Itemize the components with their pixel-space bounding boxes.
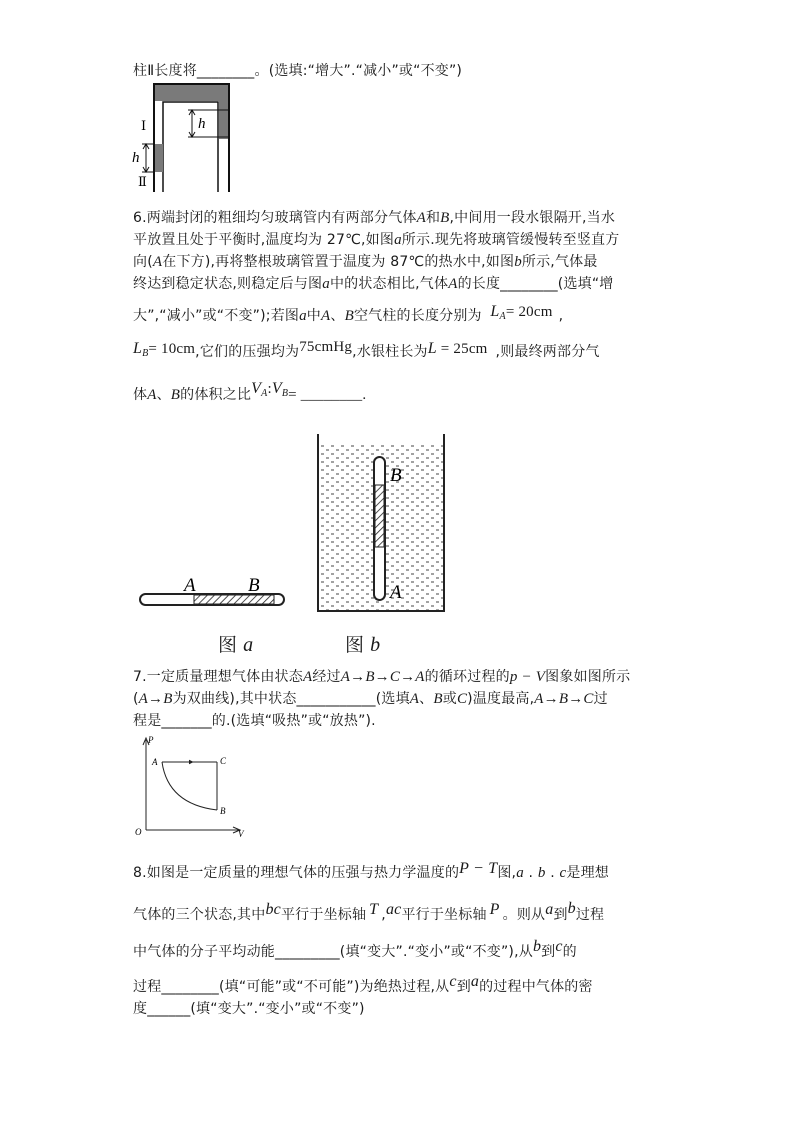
q6-line-7: 体A、B的体积之比$V_A:V_B=$ ________. (133, 380, 367, 403)
q6-sub-A: A (499, 311, 506, 322)
q8-text: 到 (541, 944, 556, 960)
q7-cycle: A→B→C→A (340, 669, 425, 685)
q7-text: 的循环过程的 (424, 669, 510, 685)
q7-text: 图象如图所示 (545, 669, 631, 685)
q8-T: T (369, 901, 379, 918)
q6-text: 6.两端封闭的粗细均匀玻璃管内有两部分气体 (133, 210, 417, 226)
q6-fig-b-label-B: B (390, 465, 402, 486)
q7-text: 、 (419, 691, 434, 707)
q6-sub-A: A (261, 388, 268, 399)
q8-P: P (489, 901, 500, 918)
q6-text: 终达到稳定状态,则稳定后与图 (133, 276, 323, 292)
q6-var-A: A (448, 276, 458, 292)
q8-sep: . (545, 865, 560, 881)
q7-text: 程是_______的.(选填“吸热”或“放热”). (133, 713, 376, 729)
q6-sub-B: B (281, 388, 289, 399)
q8-line-3 (133, 938, 577, 961)
q5-u-tube-figure (130, 82, 240, 194)
q6-text: ,则最终两部分气 (495, 344, 600, 360)
q6-var-a: a (299, 308, 307, 324)
q6-figure-b-caption (345, 630, 380, 657)
q7-point-B: B (220, 806, 226, 816)
q7-var-A: A (302, 669, 313, 685)
q8-text: 的过程中气体的密 (479, 979, 593, 995)
q6-figure-b (315, 432, 447, 614)
q8-text: 到 (553, 907, 568, 923)
q5-label-h-left: h (132, 150, 140, 166)
q6-var-B: B (440, 210, 450, 226)
q8-text: 过程________(填“可能”或“不可能”)为绝热过程,从 (133, 979, 450, 995)
q6-figure-a-caption (218, 630, 253, 657)
q6-sub-B: B (142, 348, 149, 359)
q8-text: 8.如图是一定质量的理想气体的压强与热力学温度的 (133, 865, 460, 881)
q7-line-1 (133, 668, 630, 686)
q8-line-1 (133, 860, 609, 882)
q6-formula-pressure: 75cmHg (299, 339, 353, 355)
q6-var-B: B (344, 308, 354, 324)
q6-var-a: a (322, 276, 330, 292)
q7-text: 经过 (312, 669, 341, 685)
q6-text: 在下方),再将整根玻璃管置于温度为 87℃的热水中,如图 (162, 254, 515, 270)
q8-sep: . (523, 865, 538, 881)
q7-text: 过 (593, 691, 608, 707)
q5-label-II: Ⅱ (138, 174, 147, 189)
q6-var-a: a (394, 232, 402, 248)
q6-var-A: A (152, 254, 163, 270)
q7-line-3 (133, 712, 376, 730)
q6-var-B: B (170, 387, 181, 403)
q8-line-2 (133, 900, 605, 924)
q6-var-A: A (321, 308, 331, 324)
q6-text: 中 (306, 308, 321, 324)
q8-var-b: b (567, 900, 576, 917)
q7-text: )温度最高, (467, 691, 535, 707)
q6-fig-a-label-A: A (184, 575, 196, 596)
q6-var-A: A (147, 387, 157, 403)
caption-var: b (370, 634, 381, 656)
q8-var-c: c (555, 938, 563, 955)
q8-var-c: c (559, 865, 567, 881)
q7-ab: A→B (138, 691, 173, 707)
caption-text: 图 (218, 634, 238, 656)
q6-text: 、 (156, 387, 171, 403)
q8-var-b: b (532, 938, 542, 955)
q7-point-A: A (152, 757, 158, 767)
q6-line-1 (133, 209, 615, 227)
q8-var-b: b (537, 865, 546, 881)
q6-fig-b-label-A: A (390, 582, 402, 603)
q6-line-6: $L_B= 10cm$,它们的压强均为75cmHg,水银柱长为L = 25cm ,则最终两部分气 (133, 339, 600, 360)
q5-text-line (133, 62, 462, 80)
q8-text: , (381, 907, 386, 923)
q6-text: 中的状态相比,气体 (329, 276, 449, 292)
q7-text: 或 (442, 691, 457, 707)
q6-text: 体 (133, 387, 148, 403)
q6-line-5: 大”,“减小”或“不变”);若图a中A、B空气柱的长度分别为 $L_A= 20cm$ , (133, 303, 564, 324)
q8-pt: P − T (459, 860, 498, 877)
q8-text: 度______(填“变大”.“变小”或“不变”) (133, 1001, 365, 1017)
q7-pv-diagram (132, 734, 252, 838)
q8-var-a: a (470, 973, 480, 990)
q6-text: 大”,“减小”或“不变”);若图 (133, 308, 300, 324)
q6-line-2 (133, 231, 619, 249)
q7-point-C: C (220, 756, 227, 766)
q6-line-4 (133, 275, 614, 293)
q7-opt-C: C (456, 691, 468, 707)
q8-text: 气体的三个状态,其中 (133, 907, 266, 923)
q6-text: ,中间用一段水银隔开,当水 (449, 210, 616, 226)
q7-opt-B: B (433, 691, 443, 707)
q6-text: ,它们的压强均为 (195, 344, 300, 360)
q6-ratio-blank: = ________. (288, 387, 367, 403)
q7-pv: p − V (509, 669, 546, 685)
q7-origin-O: O (135, 827, 142, 837)
q8-text: 中气体的分子平均动能_________(填“变大”.“变小”或“不变”),从 (133, 944, 533, 960)
q6-text: 所示.现先将玻璃管缓慢转至竖直方 (401, 232, 620, 248)
q6-text: 、 (330, 308, 345, 324)
caption-var: a (243, 634, 254, 656)
q8-var-a: a (516, 865, 524, 881)
q8-text: 的 (562, 944, 577, 960)
q8-var-c: c (449, 973, 457, 990)
q7-text: ( (133, 691, 139, 707)
q6-text: 和 (425, 210, 441, 226)
caption-text: 图 (345, 634, 365, 656)
q7-text: 为双曲线),其中状态___________(选填 (172, 691, 410, 707)
q6-var-b: b (514, 254, 522, 270)
q6-text: 的长度________(选填“增 (457, 276, 614, 292)
q5-label-h-top: h (198, 116, 206, 132)
q6-text: 平放置且处于平衡时,温度均为 27℃,如图 (133, 232, 395, 248)
q6-formula-LB: = 10cm (148, 341, 196, 357)
q5-blank-sentence: 柱Ⅱ长度将________。(选填:“增大”.“减小”或“不变”) (133, 63, 463, 79)
q7-abc: A→B→C (534, 691, 594, 707)
q6-fig-a-label-B: B (248, 575, 260, 596)
q8-text: 平行于坐标轴 (280, 907, 367, 923)
q6-text: 所示,气体最 (521, 254, 598, 270)
q6-line-3 (133, 253, 598, 271)
q7-opt-A: A (409, 691, 420, 707)
q8-text: 。则从 (502, 907, 546, 923)
q8-bc: bc (265, 901, 281, 918)
q6-formula-LA: = 20cm (505, 304, 553, 320)
q6-ratio-colon: : (267, 381, 272, 397)
q7-text: 7.一定质量理想气体由状态 (133, 669, 303, 685)
q7-line-2 (133, 690, 608, 708)
q6-text: ,水银柱长为 (352, 344, 428, 360)
q8-text: 是理想 (566, 865, 609, 881)
q7-axis-P: P (148, 735, 154, 745)
q6-text: 的体积之比 (180, 387, 252, 403)
q6-text: 空气柱的长度分别为 (353, 308, 482, 324)
q6-figure-a (138, 572, 288, 612)
q8-text: 过程 (575, 907, 605, 923)
q8-text: 平行于坐标轴 (401, 907, 487, 923)
q6-var-A: A (416, 210, 426, 226)
q8-var-a: a (545, 901, 554, 918)
q8-text: 到 (456, 979, 471, 995)
q8-line-4 (133, 973, 593, 996)
q8-ac: ac (385, 901, 402, 918)
q8-text: 图, (497, 865, 517, 881)
q8-line-5 (133, 1000, 365, 1018)
q7-axis-V: V (238, 829, 244, 839)
q6-text: 向( (133, 254, 153, 270)
q5-label-I: Ⅰ (141, 118, 147, 133)
